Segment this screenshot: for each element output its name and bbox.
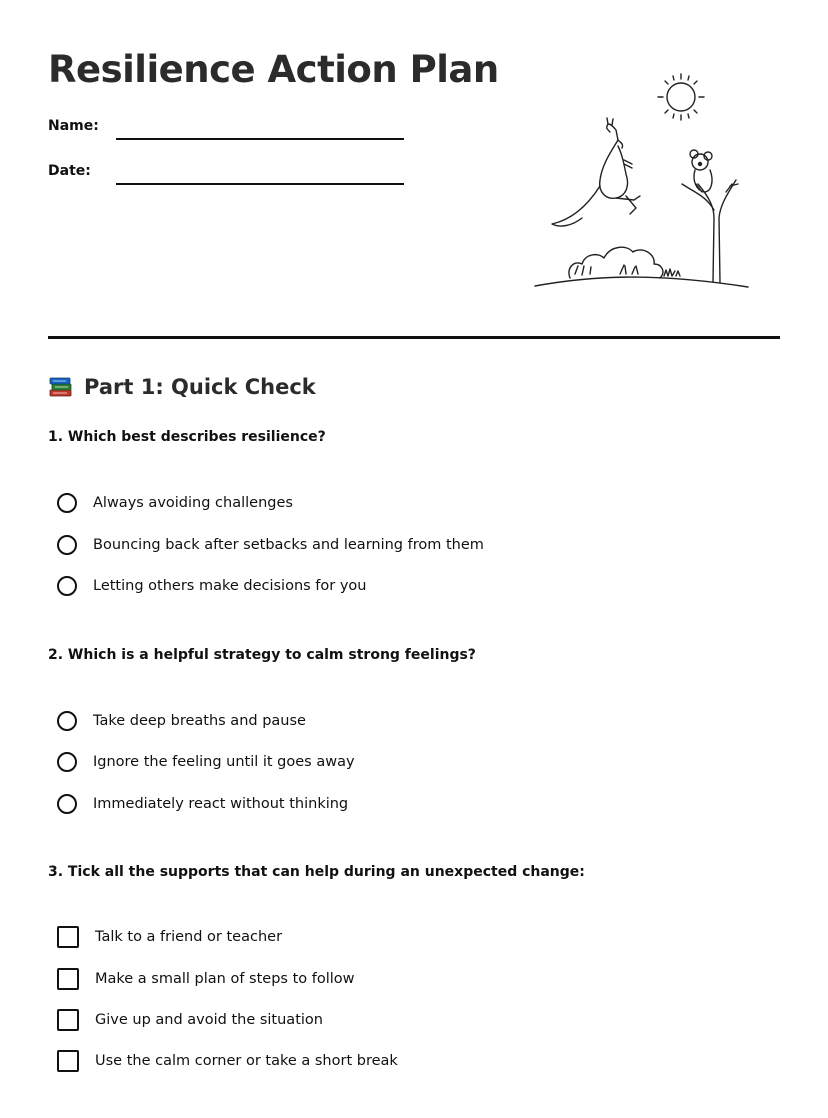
option-label: Always avoiding challenges — [93, 495, 293, 511]
books-icon — [48, 374, 74, 400]
question-3: 3. Tick all the supports that can help during an unexpected change: — [48, 864, 585, 880]
date-field[interactable] — [116, 183, 404, 185]
option-3b[interactable] — [57, 967, 355, 991]
option-label: Take deep breaths and pause — [93, 713, 306, 729]
option-1c[interactable] — [57, 574, 366, 598]
checkbox[interactable] — [57, 926, 79, 948]
checkbox[interactable] — [57, 1009, 79, 1031]
radio-button[interactable] — [57, 535, 77, 555]
option-label: Ignore the feeling until it goes away — [93, 754, 355, 770]
option-label: Talk to a friend or teacher — [95, 929, 283, 945]
koala-icon — [690, 150, 712, 192]
name-label: Name: — [48, 118, 99, 134]
radio-button[interactable] — [57, 576, 77, 596]
question-2: 2. Which is a helpful strategy to calm strong feelings? — [48, 647, 476, 663]
option-1a[interactable] — [57, 491, 293, 515]
checkbox[interactable] — [57, 1050, 79, 1072]
section-divider — [48, 336, 780, 339]
tree-icon — [682, 180, 738, 282]
question-1: 1. Which best describes resilience? — [48, 429, 326, 445]
kangaroo-icon — [552, 118, 640, 226]
option-2c[interactable] — [57, 792, 348, 816]
option-label: Give up and avoid the situation — [95, 1012, 323, 1028]
radio-button[interactable] — [57, 711, 77, 731]
option-label: Letting others make decisions for you — [93, 578, 367, 594]
option-2a[interactable] — [57, 709, 306, 733]
part1-heading — [48, 374, 316, 400]
option-label: Bouncing back after setbacks and learning from them — [93, 537, 484, 553]
name-field[interactable] — [116, 138, 404, 140]
option-label: Use the calm corner or take a short break — [95, 1053, 398, 1069]
option-2b[interactable] — [57, 750, 355, 774]
checkbox[interactable] — [57, 968, 79, 990]
kangaroo-koala-sun-illustration — [530, 68, 760, 294]
option-3a[interactable] — [57, 925, 282, 949]
date-label: Date: — [48, 163, 91, 179]
option-3d[interactable] — [57, 1049, 398, 1073]
page-title: Resilience Action Plan — [48, 48, 499, 91]
option-3c[interactable] — [57, 1008, 323, 1032]
option-1b[interactable] — [57, 533, 484, 557]
option-label: Make a small plan of steps to follow — [95, 971, 355, 987]
sun-icon — [658, 74, 704, 120]
radio-button[interactable] — [57, 794, 77, 814]
radio-button[interactable] — [57, 752, 77, 772]
part1-title: Part 1: Quick Check — [84, 375, 316, 399]
option-label: Immediately react without thinking — [93, 796, 349, 812]
radio-button[interactable] — [57, 493, 77, 513]
